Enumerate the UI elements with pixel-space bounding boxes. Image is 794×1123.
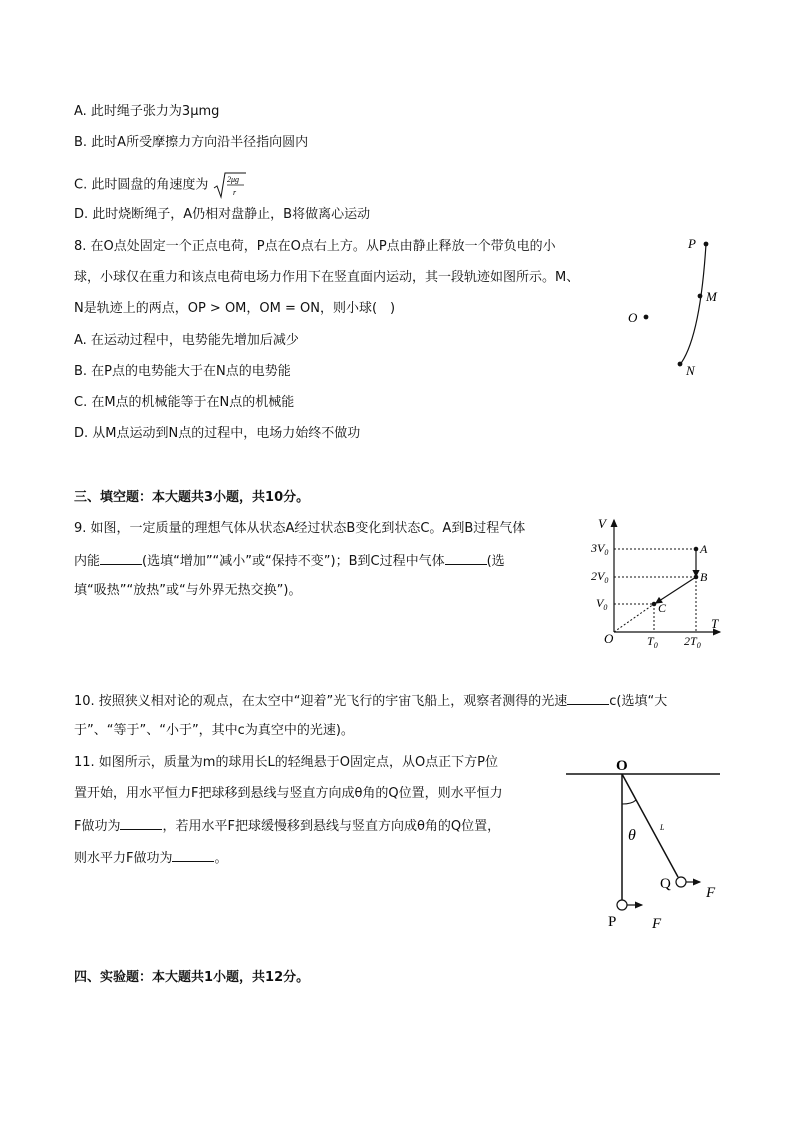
q11-stem-line2: 置开始，用水平恒力F把球移到悬线与竖直方向成θ角的Q位置，则水平恒力 xyxy=(74,786,503,801)
q10-stem-line1 xyxy=(74,690,667,712)
t-axis-label: T xyxy=(711,616,719,631)
q8-stem-line1: 8. 在O点处固定一个正点电荷，P点在O点右上方。从P点由静止释放一个带负电的小 xyxy=(74,239,556,254)
label-p: P xyxy=(688,236,696,251)
q11-stem-line3 xyxy=(74,815,500,837)
q9-stem-line3: 填“吸热”“放热”或“与外界无热交换”)。 xyxy=(74,583,302,598)
q11-pendulum-figure xyxy=(560,752,730,932)
q11-text-b: ，若用水平F把球缓慢移到悬线与竖直方向成θ角的Q位置， xyxy=(162,819,501,834)
q10-stem-line2: 于”、“等于”、“小于”，其中c为真空中的光速)。 xyxy=(74,723,354,738)
label-o: O xyxy=(616,758,628,774)
section-4-heading: 四、实验题：本大题共1小题，共12分。 xyxy=(74,970,310,985)
process-b-to-c xyxy=(656,577,696,603)
q8-option-d: D. 从M点运动到N点的过程中，电场力始终不做功 xyxy=(74,426,361,441)
origin-label: O xyxy=(604,631,614,646)
string-angled xyxy=(622,774,678,877)
tick-t0: $T_0$ xyxy=(647,634,658,650)
q9-text-b: (选填“增加”“减小”或“保持不变”)；B到C过程中气体 xyxy=(142,554,445,569)
q10-text-b: c(选填“大 xyxy=(609,694,668,709)
q9-text-c: (选 xyxy=(486,554,505,569)
q11-blank-1 xyxy=(120,815,162,830)
q11-stem-line1: 11. 如图所示，质量为m的球用长L的轻绳悬于O固定点，从O点正下方P位 xyxy=(74,755,499,770)
state-b-dot xyxy=(694,575,699,580)
sqrt-formula xyxy=(212,170,248,200)
label-theta: θ xyxy=(628,827,636,844)
q7-option-c xyxy=(74,170,248,200)
state-b-label: B xyxy=(700,570,708,584)
q7-option-a: A. 此时绳子张力为3μmg xyxy=(74,104,220,119)
ball-q xyxy=(676,877,686,887)
q7-option-b: B. 此时A所受摩擦力方向沿半径指向圆内 xyxy=(74,135,309,150)
point-m-dot xyxy=(698,294,703,299)
q7-option-c-text: C. 此时圆盘的角速度为 xyxy=(74,177,209,193)
tick-2v0: $2V_0$ xyxy=(591,569,609,585)
q7-option-d: D. 此时烧断绳子，A仍相对盘静止，B将做离心运动 xyxy=(74,207,371,222)
q11-text-d: 。 xyxy=(214,851,228,866)
v-axis-label: V xyxy=(598,516,606,531)
label-l: L xyxy=(660,823,665,832)
q9-blank-2 xyxy=(445,550,487,565)
label-m: M xyxy=(706,289,717,304)
q9-vt-graph xyxy=(588,512,728,657)
q8-option-a: A. 在运动过程中，电势能先增加后减少 xyxy=(74,333,299,348)
q10-blank xyxy=(567,690,609,705)
label-o: O xyxy=(628,310,638,325)
point-n-dot xyxy=(678,362,683,367)
label-p: P xyxy=(608,914,617,930)
sqrt-denominator: r xyxy=(233,188,237,197)
sqrt-numerator: 2μg xyxy=(227,175,240,184)
q10-text-a: 10. 按照狭义相对论的观点，在太空中“迎着”光飞行的宇宙飞船上，观察者测得的光速 xyxy=(74,694,568,709)
point-o-dot xyxy=(644,315,649,320)
trajectory-curve xyxy=(679,244,706,366)
tick-2t0: $2T_0$ xyxy=(684,634,701,650)
label-f-p: F xyxy=(652,916,662,932)
q8-stem-line3: N是轨迹上的两点，OP > OM，OM = ON，则小球( ) xyxy=(74,301,396,316)
q11-text-c: 则水平力F做功为 xyxy=(74,851,173,866)
label-f-q: F xyxy=(706,885,716,901)
state-a-dot xyxy=(694,547,699,552)
ball-p xyxy=(617,900,627,910)
theta-arc xyxy=(622,800,636,804)
q8-stem-line2: 球，小球仅在重力和该点电荷电场力作用下在竖直面内运动，其一段轨迹如图所示。M、 xyxy=(74,270,580,285)
label-q: Q xyxy=(660,876,671,892)
q11-text-a: F做功为 xyxy=(74,819,121,834)
point-p-dot xyxy=(704,242,709,247)
state-a-label: A xyxy=(700,542,708,556)
q8-option-c: C. 在M点的机械能等于在N点的机械能 xyxy=(74,395,295,410)
state-c-dot xyxy=(652,602,657,607)
state-c-label: C xyxy=(658,601,667,615)
q11-stem-line4 xyxy=(74,847,228,869)
tick-v0: $V_0$ xyxy=(596,596,608,612)
q11-blank-2 xyxy=(172,847,214,862)
q8-option-b: B. 在P点的电势能大于在N点的电势能 xyxy=(74,364,291,379)
origin-extension xyxy=(614,604,654,632)
q8-trajectory-figure xyxy=(620,230,730,380)
section-3-heading: 三、填空题：本大题共3小题，共10分。 xyxy=(74,490,310,505)
q9-stem-line2 xyxy=(74,550,505,572)
q9-blank-1 xyxy=(100,550,142,565)
q9-text-a: 内能 xyxy=(74,554,101,569)
tick-3v0: $3V_0$ xyxy=(591,541,609,557)
label-n: N xyxy=(686,363,695,378)
q9-stem-line1: 9. 如图，一定质量的理想气体从状态A经过状态B变化到状态C。A到B过程气体 xyxy=(74,521,526,536)
